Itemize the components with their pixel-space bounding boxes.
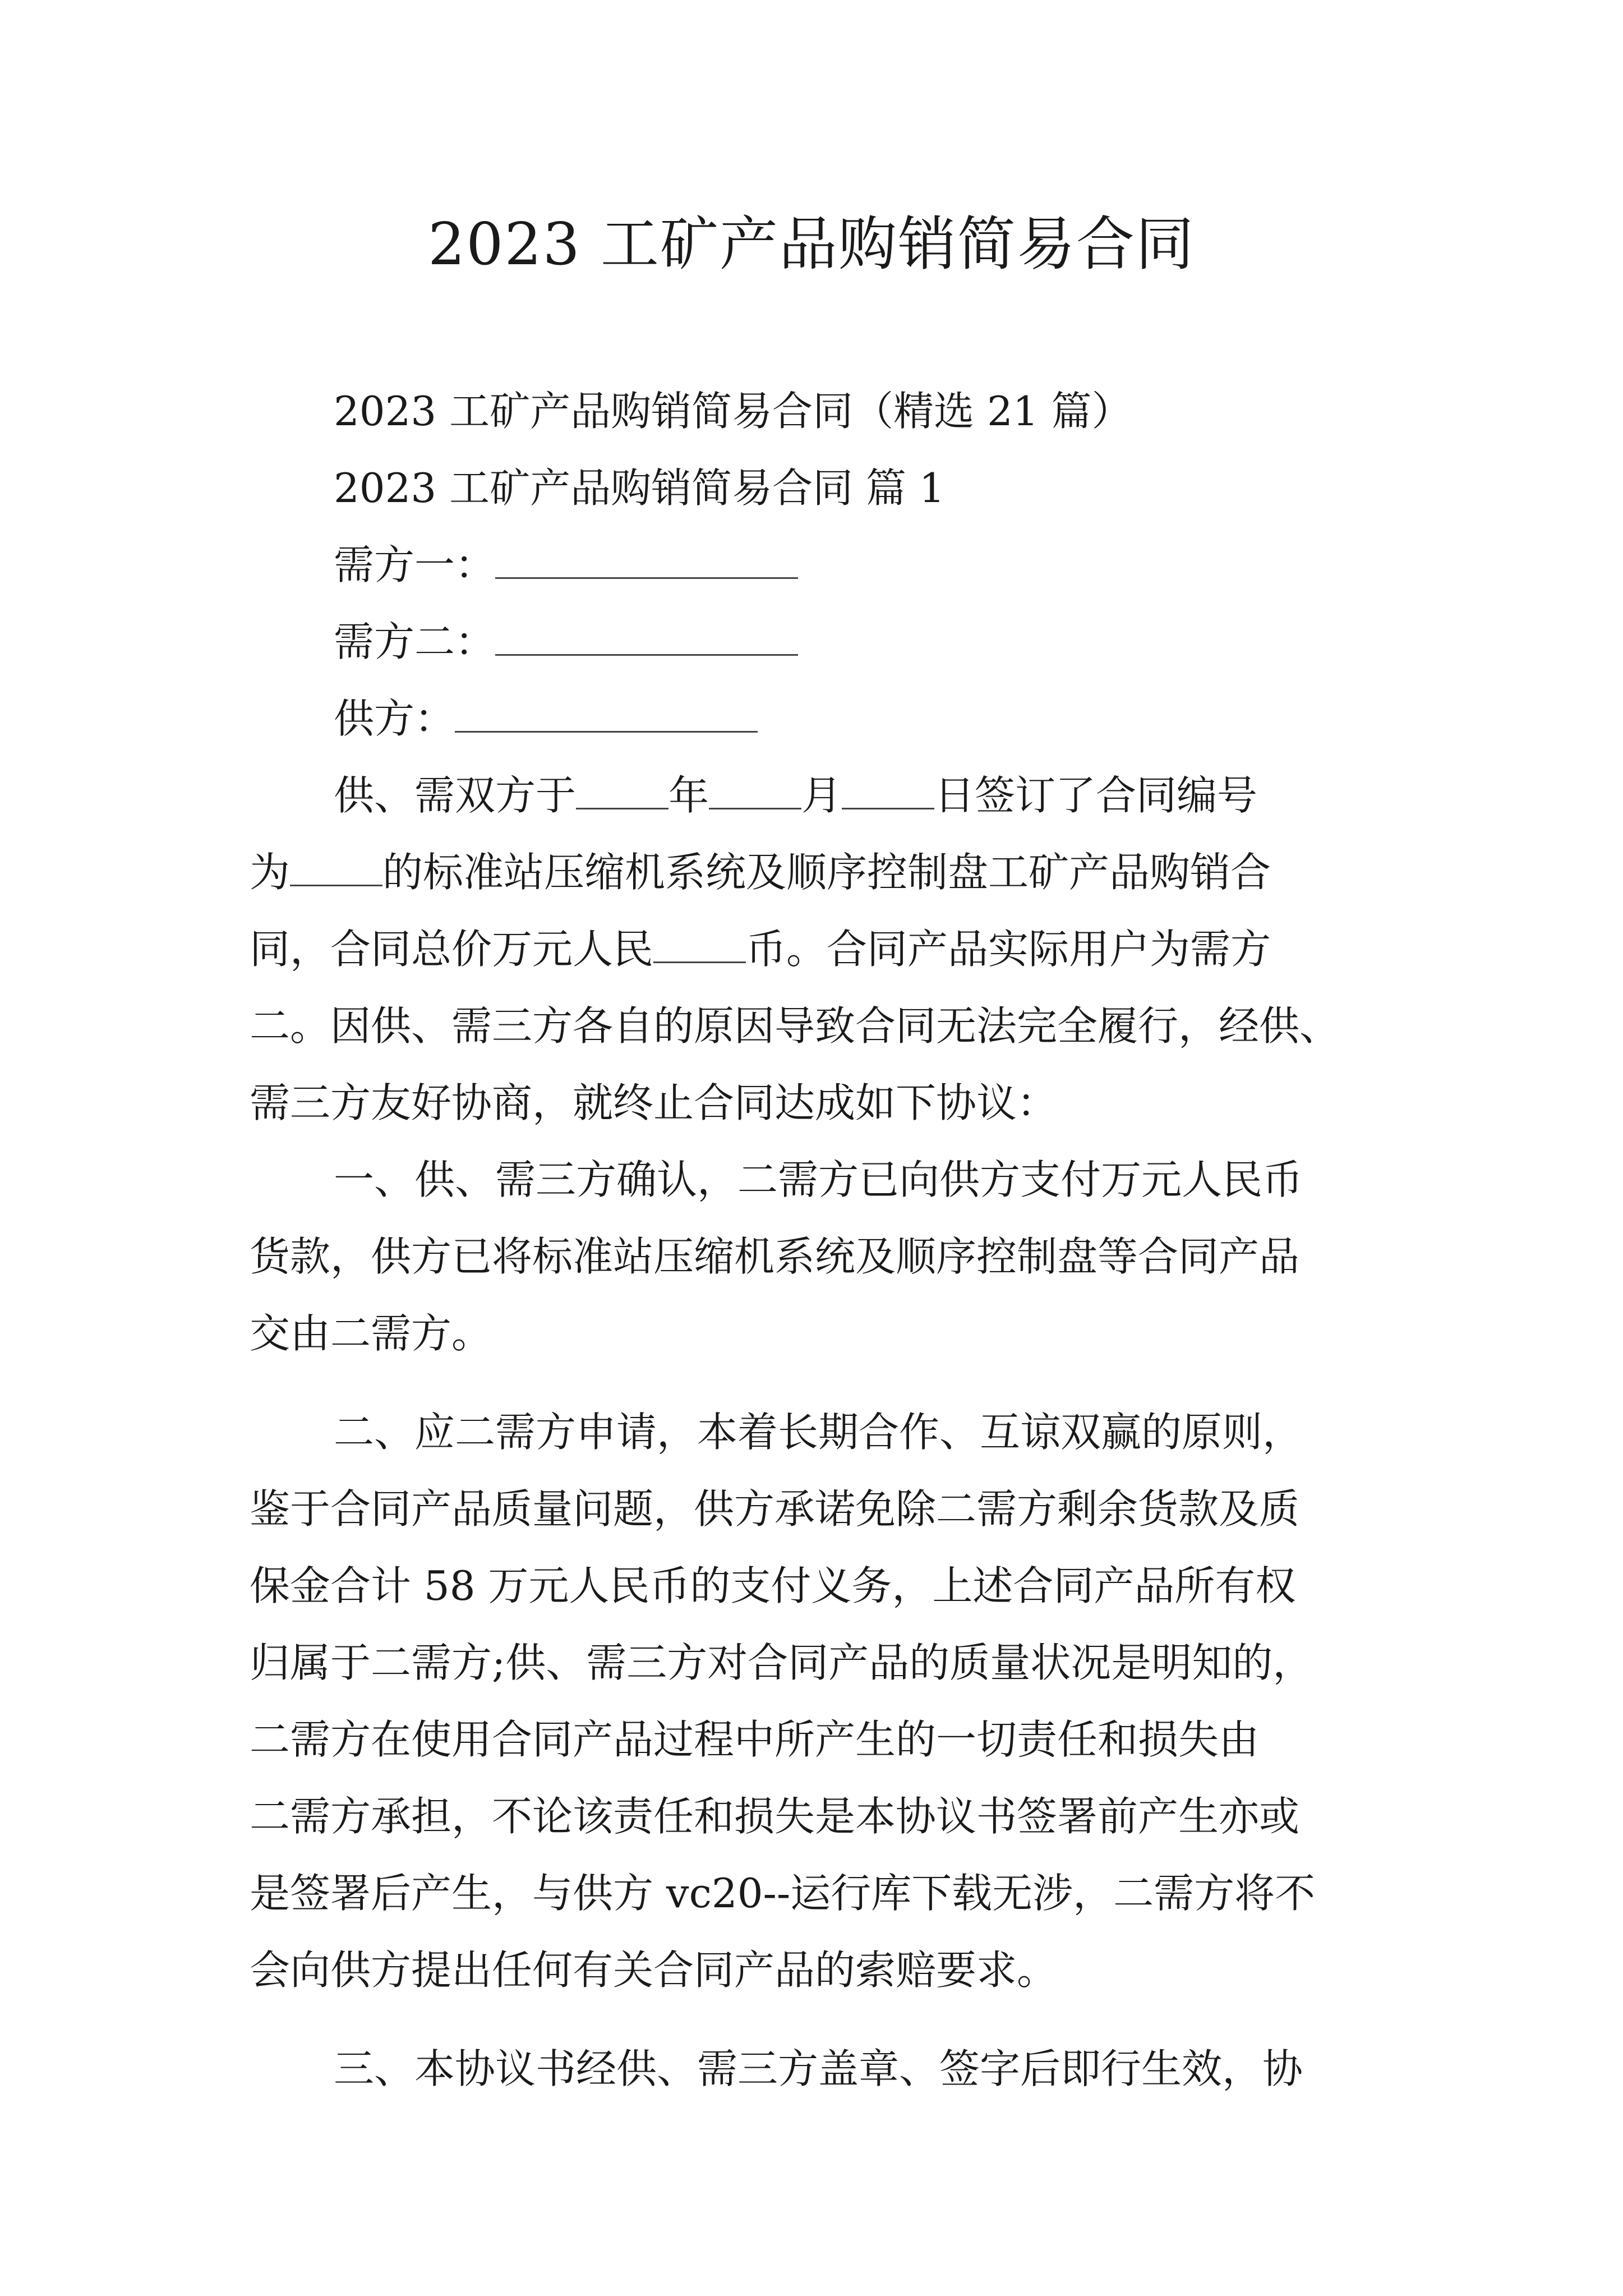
paragraph-line: 归属于二需方;供、需三方对合同产品的质量状况是明知的，	[250, 1639, 1313, 1686]
document-title: 2023 工矿产品购销简易合同	[428, 210, 1195, 278]
paragraph-line: 交由二需方。	[250, 1310, 492, 1357]
paragraph-line: 三、本协议书经供、需三方盖章、签字后即行生效，协	[334, 2045, 1303, 2092]
buyer2-blank	[495, 618, 798, 656]
paragraph-line	[250, 911, 1377, 988]
paragraph-clause-3	[250, 2031, 1377, 2108]
text-run: 供、需双方于	[334, 772, 577, 819]
paragraph-line: 二需方承担，不论该责任和损失是本协议书签署前产生亦或	[250, 1793, 1300, 1840]
buyer1-field	[250, 527, 1377, 604]
text-run: 的标准站压缩机系统及顺序控制盘工矿产品购销合	[382, 849, 1271, 896]
paragraph-clause-1	[250, 1142, 1377, 1372]
paragraph-line	[250, 834, 1377, 911]
paragraph-line: 货款，供方已将标准站压缩机系统及顺序控制盘等合同产品	[250, 1233, 1300, 1280]
paragraph-line: 二、应二需方申请，本着长期合作、互谅双赢的原则，	[334, 1409, 1303, 1456]
paragraph-clause-2	[250, 1394, 1377, 2009]
contract-number-blank	[290, 849, 382, 886]
paragraph-intro	[250, 757, 1377, 1142]
paragraph-line: 保金合计 58 万元人民币的支付义务，上述合同产品所有权	[250, 1562, 1296, 1609]
paragraph-line: 会向供方提出任何有关合同产品的索赔要求。	[250, 1947, 1058, 1994]
paragraph-line	[250, 757, 1377, 834]
text-run: 日签订了合同编号	[934, 772, 1258, 819]
paragraph-line: 鉴于合同产品质量问题，供方承诺免除二需方剩余货款及质	[250, 1485, 1300, 1533]
buyer1-label: 需方一：	[334, 541, 496, 588]
paragraph-line: 二。因供、需三方各自的原因导致合同无法完全履行，经供、	[250, 1002, 1340, 1050]
supplier-field	[250, 680, 1377, 757]
supplier-blank	[455, 695, 758, 733]
buyer2-field	[250, 604, 1377, 680]
paragraph-spacer	[250, 2009, 1377, 2031]
supplier-label: 供方：	[334, 695, 455, 742]
paragraph-line: 需三方友好协商，就终止合同达成如下协议：	[250, 1079, 1058, 1126]
paragraph-spacer	[250, 1372, 1377, 1394]
text-run: 币。合同产品实际用户为需方	[746, 926, 1271, 973]
currency-blank	[653, 926, 746, 963]
text-run: 月	[801, 772, 842, 819]
buyer2-label: 需方二：	[334, 618, 496, 665]
chapter-heading: 2023 工矿产品购销简易合同 篇 1	[334, 464, 945, 512]
paragraph-line: 是签署后产生，与供方 vc20--运行库下载无涉，二需方将不	[250, 1870, 1316, 1917]
paragraph-line: 一、供、需三方确认，二需方已向供方支付万元人民币	[334, 1156, 1303, 1203]
day-blank	[842, 772, 934, 809]
paragraph-line: 二需方在使用合同产品过程中所产生的一切责任和损失由	[250, 1716, 1260, 1763]
text-run: 同，合同总价万元人民	[250, 926, 654, 973]
text-run: 年	[668, 772, 709, 819]
text-run: 为	[250, 849, 291, 896]
document-body	[250, 373, 1377, 2108]
document-subtitle: 2023 工矿产品购销简易合同（精选 21 篇）	[334, 388, 1132, 435]
year-blank	[576, 772, 668, 809]
buyer1-blank	[495, 541, 798, 579]
month-blank	[709, 772, 801, 809]
